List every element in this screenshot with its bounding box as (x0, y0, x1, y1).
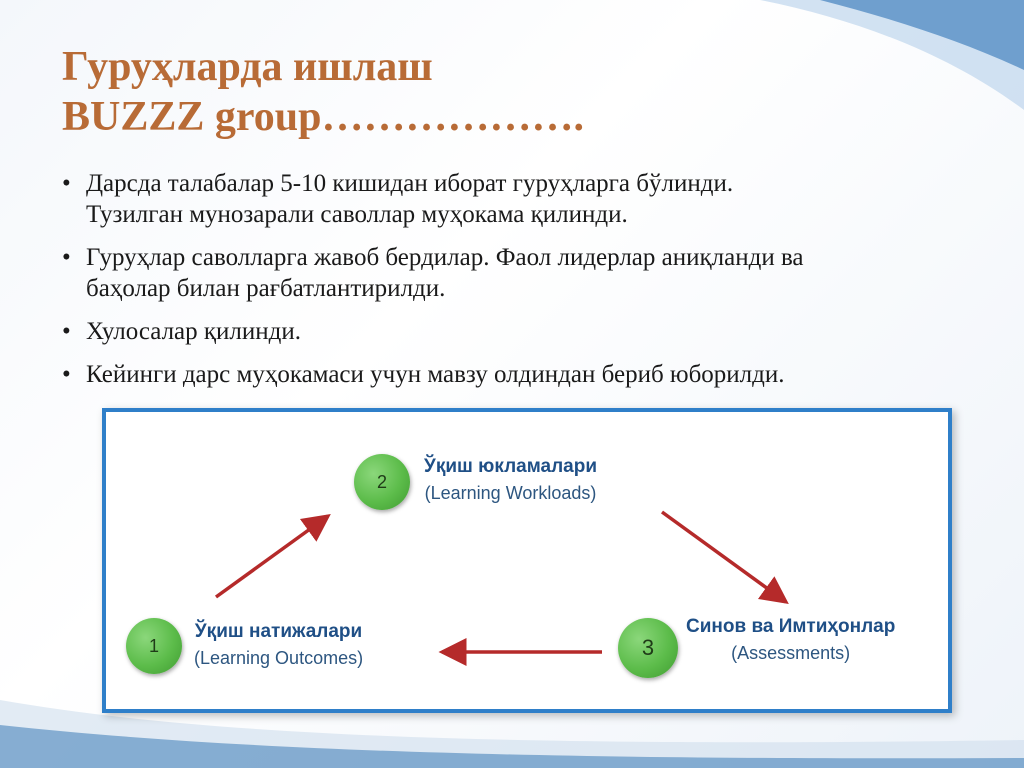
bullet-text-line: Кейинги дарс муҳокамаси учун мавзу олдиндан бериб юборилди. (86, 361, 785, 388)
cycle-diagram (102, 408, 952, 713)
node-3-subtitle: (Assessments) (731, 643, 851, 663)
node-1-subtitle: (Learning Outcomes) (194, 648, 364, 668)
node-1-title: Ўқиш натижалари (194, 621, 363, 642)
node-2-label (424, 454, 597, 506)
bullet-text-line: Гуруҳлар саволларга жавоб бердилар. Фаол лидерлар аниқланди ва (86, 244, 804, 271)
bullet-text-line: Хулосалар қилинди. (86, 318, 302, 345)
bullet-item (62, 168, 972, 230)
bullet-item (62, 242, 972, 304)
arrow-workloads-to-assessments (662, 512, 786, 602)
node-2-circle: 2 (354, 454, 410, 510)
node-2-title: Ўқиш юкламалари (424, 456, 598, 477)
node-3-label (686, 614, 895, 666)
bullet-text-line: Дарсда талабалар 5-10 кишидан иборат гуруҳларга бўлинди. (86, 170, 734, 197)
bullet-text-line: Тузилган мунозарали саволлар муҳокама қилинди. (86, 201, 628, 228)
title-line-1: Гуруҳларда ишлаш (62, 44, 433, 90)
bullet-item (62, 316, 972, 347)
bullet-list (62, 168, 972, 412)
bullet-marker: • (62, 170, 71, 197)
node-3-title: Синов ва Имтиҳонлар (686, 616, 896, 637)
slide-title (62, 42, 584, 142)
node-2-subtitle: (Learning Workloads) (424, 483, 597, 503)
node-1-circle: 1 (126, 618, 182, 674)
bullet-item (62, 359, 972, 390)
node-3-circle: 3 (618, 618, 678, 678)
title-line-2: BUZZZ group………………. (62, 94, 584, 140)
node-1-label (194, 619, 363, 671)
bullet-marker: • (62, 244, 71, 271)
arrow-outcomes-to-workloads (216, 516, 328, 597)
bullet-marker: • (62, 361, 71, 388)
bullet-marker: • (62, 318, 71, 345)
bullet-text-line: баҳолар билан рағбатлантирилди. (86, 275, 446, 302)
